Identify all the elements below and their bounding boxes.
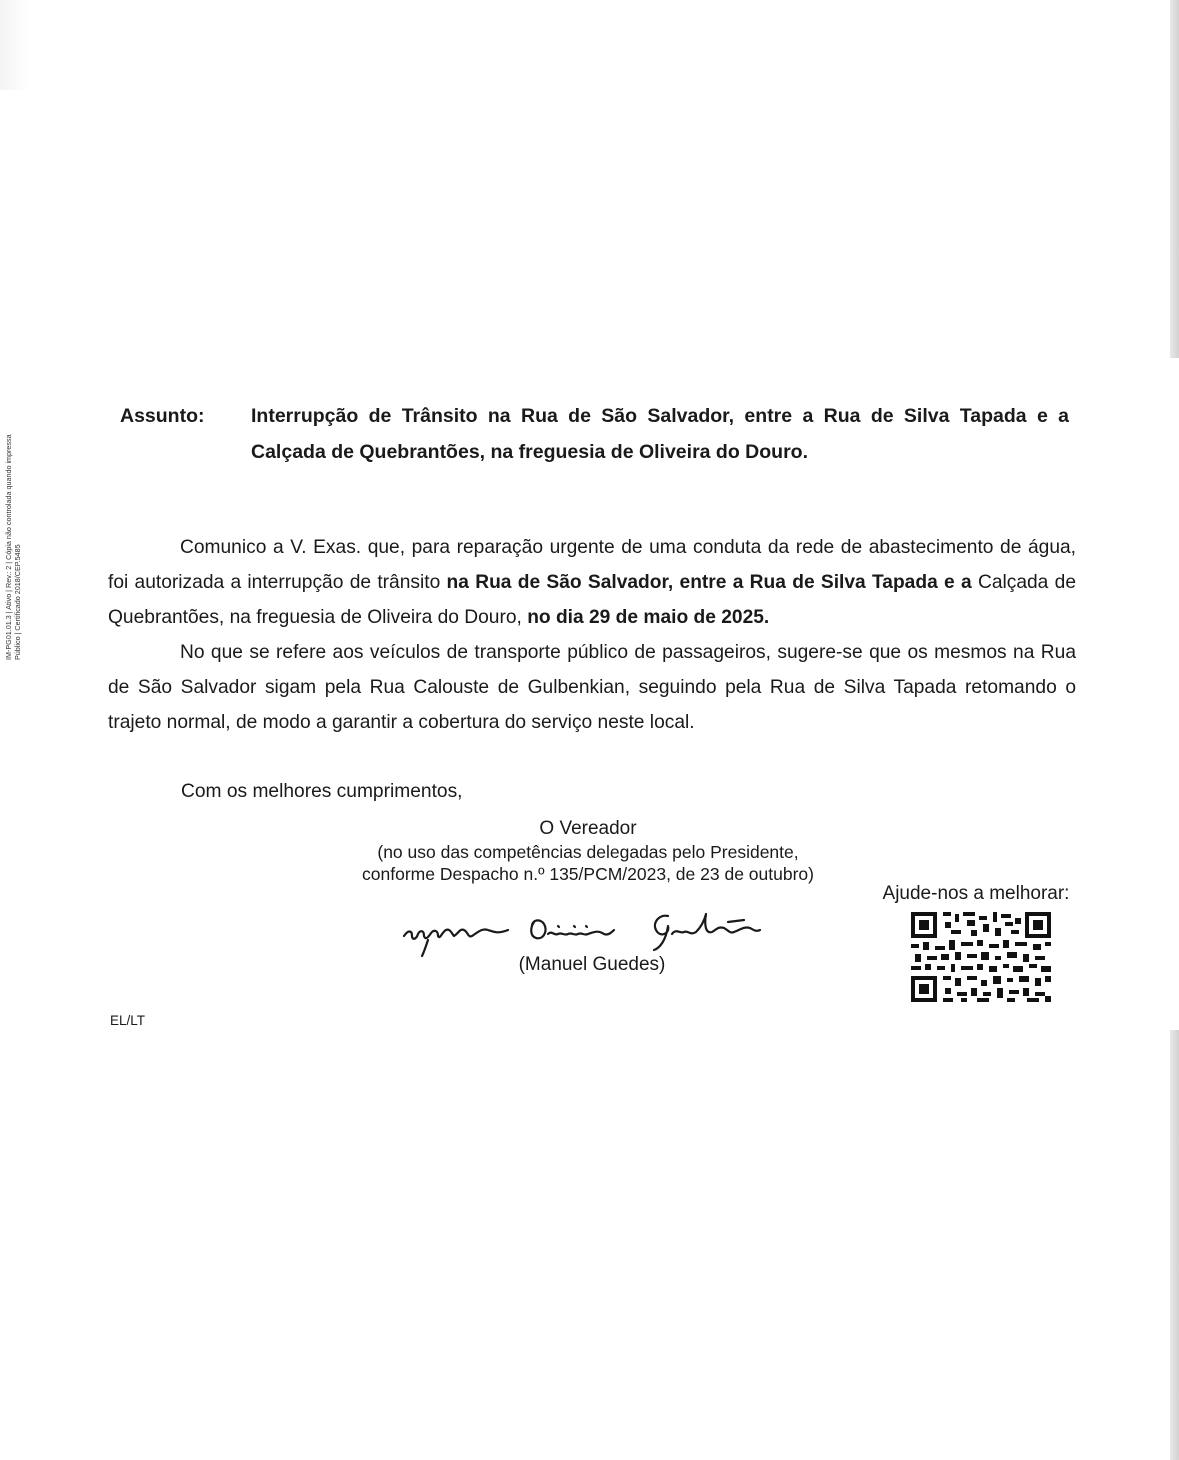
side-certification-note — [4, 434, 22, 660]
body-paragraph-1 — [108, 530, 1076, 635]
body-p1-bold-street: na Rua de São Salvador, entre a Rua de Silva Tapada e a — [446, 572, 972, 593]
body-paragraph-2: No que se refere aos veículos de transporte público de passageiros, sugere-se que os mesmos na Rua de São Salvador sigam pela Rua Calouste de Gulbenkian, seguindo pela Rua de Silva Tapada retomando o trajeto normal, de modo a garantir a cobertura do serviço neste local. — [108, 642, 1076, 733]
signatory-delegation-line-1: (no uso das competências delegadas pelo Presidente, — [377, 842, 799, 862]
qr-code[interactable] — [911, 912, 1051, 1002]
qr-label: Ajude-nos a melhorar: — [882, 883, 1070, 904]
subject-block — [120, 398, 1080, 470]
closing-salutation: Com os melhores cumprimentos, — [181, 781, 463, 802]
page-edge-gap — [1170, 358, 1179, 1030]
side-note-line-2: Público | Certificado 2018/CEP.5485 — [13, 544, 22, 660]
scan-smudge — [0, 0, 30, 90]
subject-label: Assunto: — [120, 405, 205, 427]
body-p1-part-c: Calçada de Quebrantões, na freguesia de Oliveira do Douro, — [108, 572, 1076, 628]
handwritten-signature — [398, 900, 768, 960]
subject-text: Interrupção de Trânsito na Rua de São Salvador, entre a Rua de Silva Tapada e a Calçada de Quebrantões, na freguesia de Oliveira do Douro. — [251, 405, 1069, 463]
signatory-name: (Manuel Guedes) — [518, 954, 666, 975]
side-note-line-1: IM-PG01.01.3 | Ativo | Rev.: 2 | Cópia não controlada quando impressa — [4, 434, 13, 660]
reference-initials: EL/LT — [110, 1013, 146, 1028]
signatory-title: O Vereador — [539, 818, 637, 839]
signatory-delegation-line-2: conforme Despacho n.º 135/PCM/2023, de 23 de outubro) — [362, 864, 814, 884]
body-p1-part-a: Comunico a V. Exas. que, para reparação urgente de uma conduta da rede de abastecimento de água, foi autorizada a interrupção de trânsito — [108, 537, 1076, 593]
body-p1-bold-date: no dia 29 de maio de 2025. — [527, 607, 770, 628]
signatory-block — [340, 817, 836, 885]
letter-body — [108, 530, 1076, 740]
